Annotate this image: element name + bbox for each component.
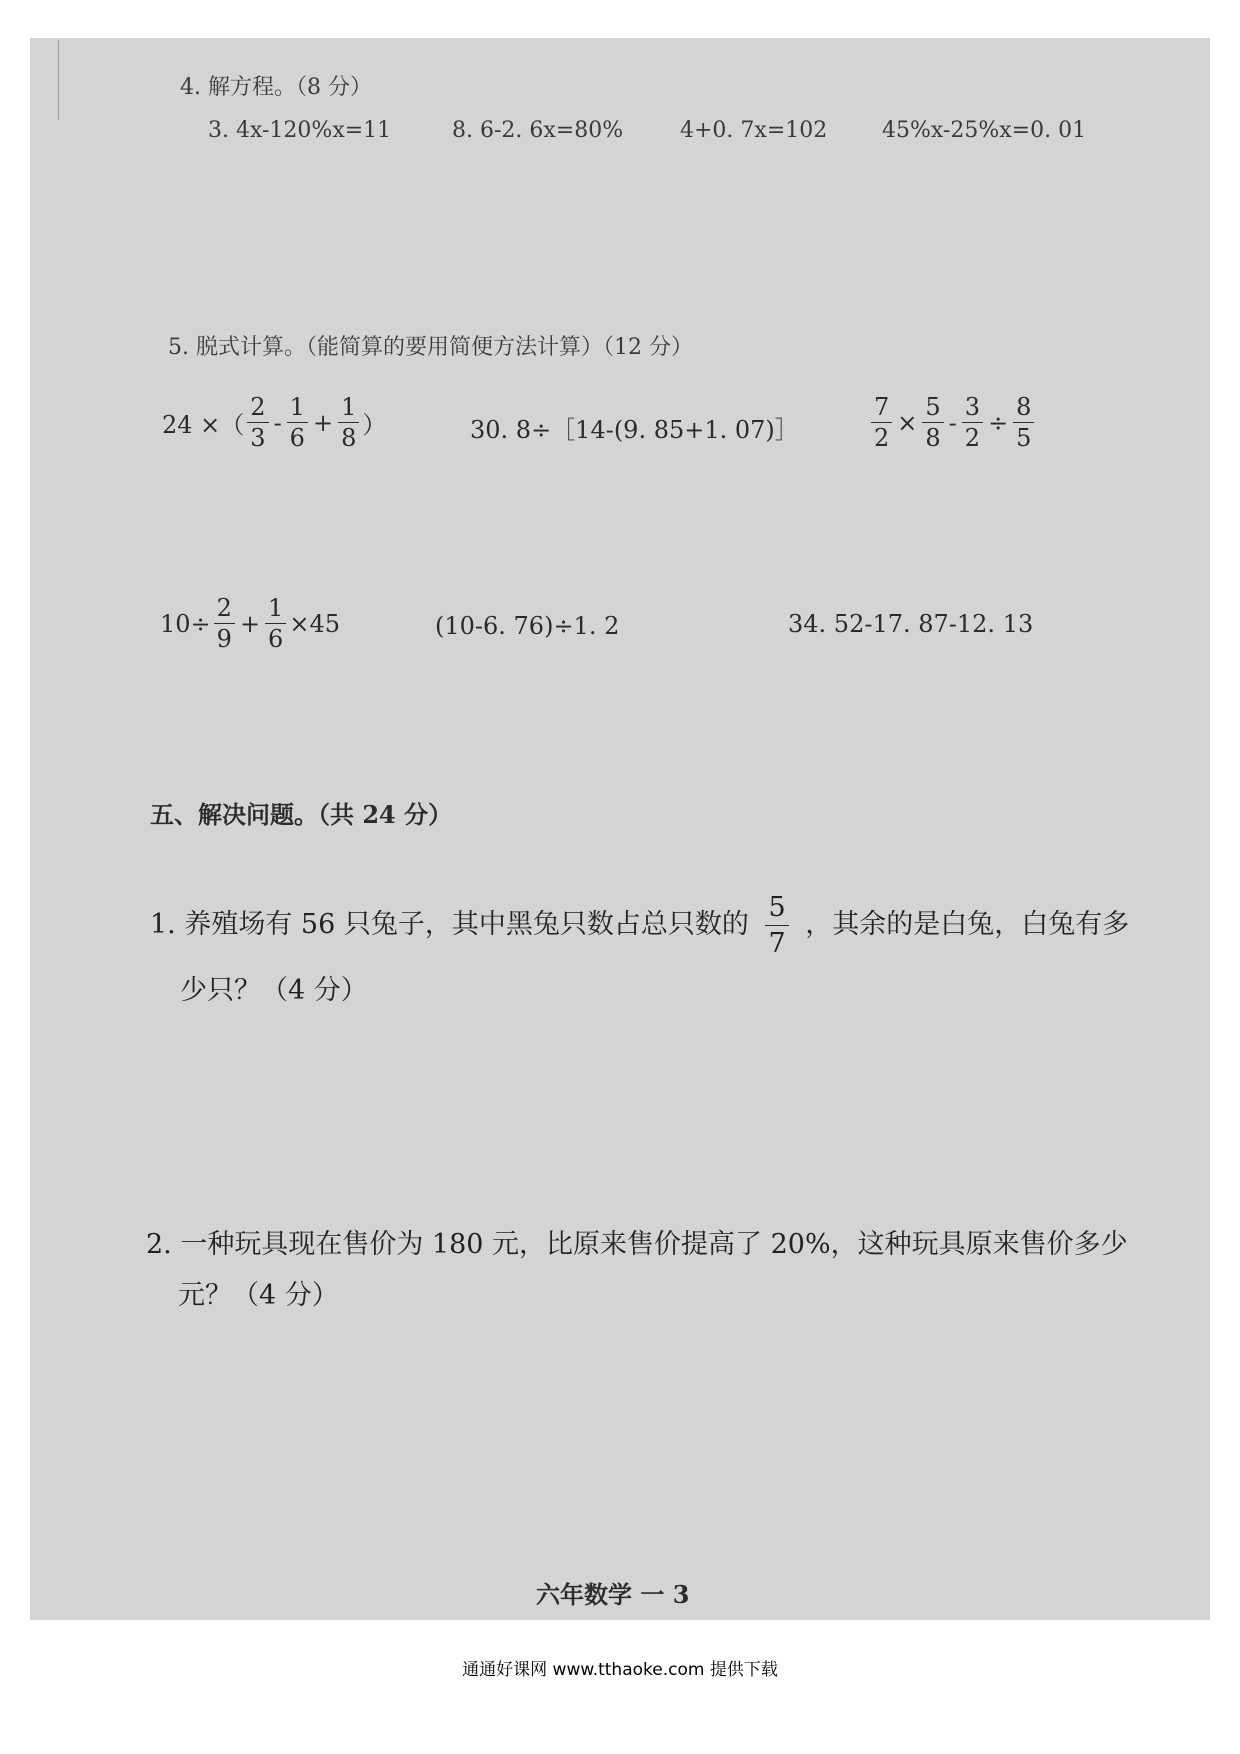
equation-3: 4+0. 7x=102 <box>680 118 828 143</box>
section-five-heading: 五、解决问题。（共 24 分） <box>150 800 453 829</box>
question-2-line-2: 元？（4 分） <box>178 1280 339 1311</box>
q1-text-after: ，其余的是白兔，白兔有多 <box>805 909 1130 940</box>
q1-text-before: 1. 养殖场有 56 只兔子，其中黑兔只数占总只数的 <box>150 909 749 940</box>
expr3-op-2: - <box>948 408 957 437</box>
expr3-frac-2: $\frac{5}{8}$ <box>922 395 943 450</box>
question-2-line-1: 2. 一种玩具现在售价为 180 元，比原来售价提高了 20%，这种玩具原来售价多少 <box>146 1229 1128 1260</box>
section4-heading: 4. 解方程。（8 分） <box>180 75 372 100</box>
expr1-frac-2: $\frac{1}{6}$ <box>287 395 308 450</box>
expr4-lead: 10÷ <box>160 609 211 638</box>
question-1-line-1 <box>150 894 1129 957</box>
equation-1: 3. 4x-120%x=11 <box>208 118 392 143</box>
section5-heading: 5. 脱式计算。（能简算的要用简便方法计算）（12 分） <box>168 335 693 360</box>
expr3-frac-3: $\frac{3}{2}$ <box>962 395 983 450</box>
expr3-op-3: ÷ <box>988 408 1009 437</box>
expr3-frac-4: $\frac{8}{5}$ <box>1013 395 1034 450</box>
q1-fraction: $\frac{5}{7}$ <box>765 894 788 957</box>
expr1-frac-1: $\frac{2}{3}$ <box>247 395 268 450</box>
equation-4: 45%x-25%x=0. 01 <box>882 118 1087 143</box>
page-footer: 六年数学 一 3 <box>536 1580 690 1609</box>
expression-1 <box>162 395 386 450</box>
site-footer: 通通好课网 www.tthaoke.com 提供下载 <box>462 1660 778 1680</box>
expr1-lead: 24 ×（ <box>162 411 245 439</box>
expr1-op-1: - <box>273 408 282 437</box>
expr4-frac-1: $\frac{2}{9}$ <box>214 596 235 651</box>
question-1-line-2: 少只？（4 分） <box>180 975 368 1006</box>
expr1-frac-3: $\frac{1}{8}$ <box>338 395 359 450</box>
expression-3 <box>868 395 1037 450</box>
expression-2: 30. 8÷［14-(9. 85+1. 07)］ <box>470 416 799 444</box>
expr3-op-1: × <box>897 408 918 437</box>
expr1-op-2: + <box>312 408 334 437</box>
expr4-op-1: + <box>239 609 261 638</box>
expr4-tail: ×45 <box>289 609 340 638</box>
fold-line <box>58 40 59 120</box>
expr1-tail: ） <box>362 411 387 439</box>
expr3-frac-1: $\frac{7}{2}$ <box>871 395 892 450</box>
equation-2: 8. 6-2. 6x=80% <box>452 118 624 143</box>
expression-4 <box>160 596 340 651</box>
expression-6: 34. 52-17. 87-12. 13 <box>788 610 1034 638</box>
expression-5: (10-6. 76)÷1. 2 <box>435 612 620 640</box>
expr4-frac-2: $\frac{1}{6}$ <box>265 596 286 651</box>
